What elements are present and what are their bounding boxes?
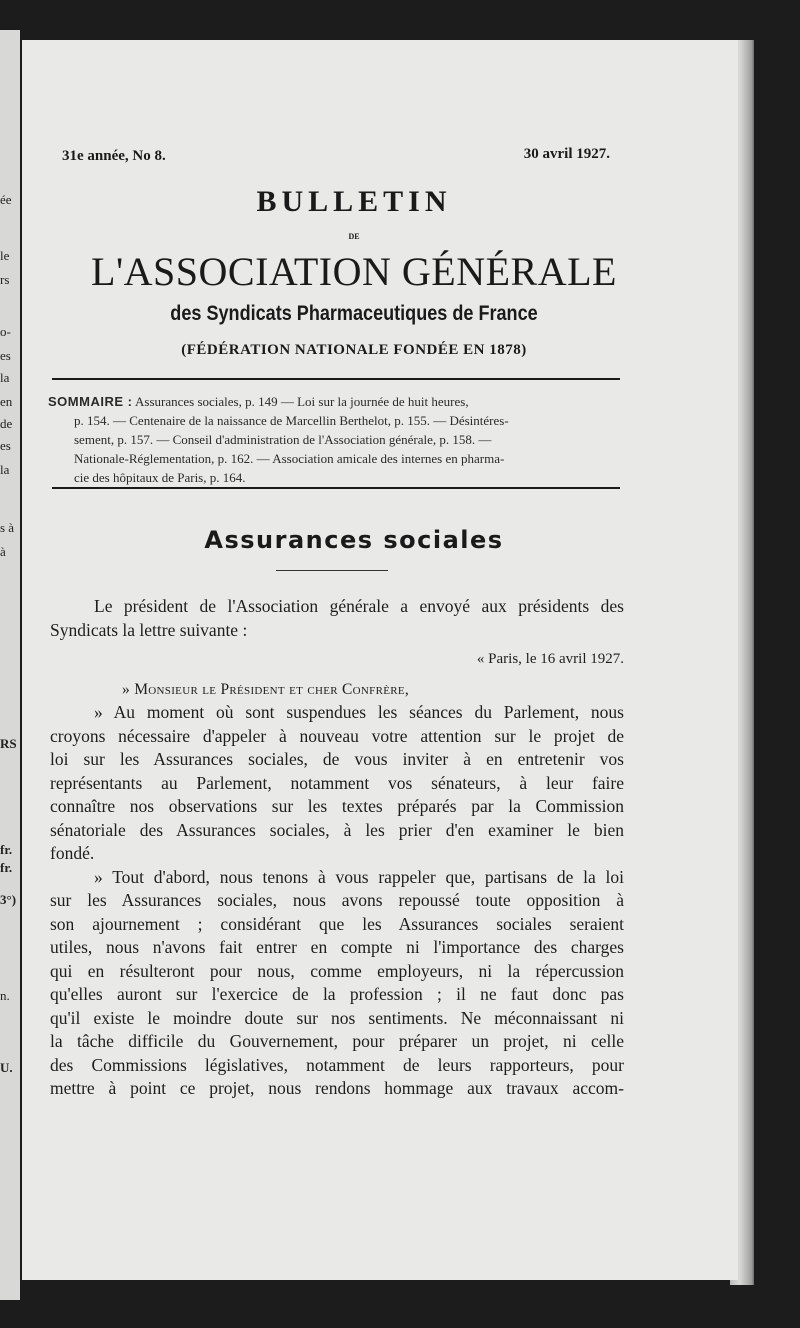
- document-page: [22, 40, 738, 1280]
- body-line: qui en résulteront pour nous, comme employeurs, ni la répercussion: [50, 960, 624, 981]
- body-line: fondé.: [50, 843, 95, 863]
- toc-line: [48, 392, 622, 411]
- article-title: Assurances sociales: [204, 526, 504, 554]
- toc-line: p. 154. — Centenaire de la naissance de Marcellin Berthelot, p. 155. — Désintéres-: [74, 413, 509, 428]
- divider: [52, 487, 620, 489]
- left-page-text: RS: [0, 736, 17, 751]
- divider: [52, 378, 620, 380]
- body-line: connaître nos observations sur les textes préparés par la Commission: [50, 796, 624, 816]
- body-line: la tâche difficile du Gouvernement, pour préparer un projet, ni celle: [50, 1031, 624, 1051]
- salutation: » Monsieur le Président et cher Confrère,: [122, 680, 410, 698]
- left-page-text: la: [0, 370, 10, 385]
- masthead-bulletin: BULLETIN: [256, 185, 452, 218]
- left-page-text: le: [0, 248, 10, 263]
- left-page-text: n.: [0, 988, 10, 1003]
- body-line: loi sur les Assurances sociales, de vous inviter à en entretenir vos: [50, 749, 624, 769]
- left-page-text: rs: [0, 272, 10, 287]
- left-page-text: es: [0, 348, 11, 363]
- body-line: mettre à point ce projet, nous rendons hommage aux travaux accom-: [50, 1078, 624, 1098]
- body-line: qu'il existe le moindre doute sur nos sentiments. Ne méconnaissant ni: [50, 1007, 624, 1028]
- toc-line: sement, p. 157. — Conseil d'administration de l'Association générale, p. 158. —: [74, 432, 492, 447]
- masthead-syndicats: des Syndicats Pharmaceutiques de France: [170, 302, 538, 325]
- left-page-text: à: [0, 544, 6, 559]
- body-line: son ajournement ; considérant que les Assurances sociales seraient: [50, 913, 624, 934]
- left-page-text: o-: [0, 324, 11, 339]
- dateline: « Paris, le 16 avril 1927.: [476, 651, 624, 667]
- left-page-text: s à: [0, 520, 15, 535]
- adjacent-page-fragment: [0, 30, 20, 1300]
- toc-text: Assurances sociales, p. 149 — Loi sur la journée de huit heures,: [135, 394, 469, 409]
- table-of-contents: [48, 392, 622, 487]
- body-line: Le président de l'Association générale a envoyé aux présidents des: [94, 596, 624, 616]
- toc-line: Nationale-Réglementation, p. 162. — Association amicale des internes en pharma-: [74, 451, 505, 466]
- left-page-text: es: [0, 438, 11, 453]
- body-line: Syndicats la lettre suivante :: [50, 619, 248, 640]
- issue-date: 30 avril 1927.: [523, 146, 610, 162]
- left-page-text: U.: [0, 1060, 13, 1075]
- issue-number: 31e année, No 8.: [62, 148, 166, 164]
- toc-line: cie des hôpitaux de Paris, p. 164.: [74, 470, 246, 485]
- body-line: qu'elles auront sur l'exercice de la profession ; il ne faut donc pas: [50, 984, 624, 1004]
- body-line: utiles, nous n'avons fait entrer en compte ni l'importance des charges: [50, 937, 624, 957]
- article-body: [50, 595, 624, 1101]
- body-line: sénatoriale des Assurances sociales, à les prier d'en examiner le bien: [50, 819, 624, 840]
- body-line: sur les Assurances sociales, nous avons repoussé toute opposition à: [50, 890, 624, 910]
- left-page-text: en: [0, 394, 13, 409]
- left-page-text: la: [0, 462, 10, 477]
- body-line: représentants au Parlement, notamment vos sénateurs, à leur faire: [50, 772, 624, 793]
- title-underline: [276, 570, 388, 571]
- toc-label: SOMMAIRE :: [48, 394, 133, 409]
- body-line: des Commissions législatives, notamment de leurs rapporteurs, pour: [50, 1054, 624, 1075]
- body-line: croyons nécessaire d'appeler à nouveau votre attention sur le projet de: [50, 725, 624, 746]
- left-page-text: de: [0, 416, 13, 431]
- left-page-text: ée: [0, 192, 12, 207]
- left-page-text: 3°): [0, 892, 17, 907]
- left-page-text: fr.: [0, 842, 13, 857]
- left-page-text: fr.: [0, 860, 13, 875]
- masthead-association: L'ASSOCIATION GÉNÉRALE: [91, 249, 617, 294]
- masthead-federation: (FÉDÉRATION NATIONALE FONDÉE EN 1878): [181, 342, 527, 358]
- body-line: » Au moment où sont suspendues les séances du Parlement, nous: [94, 702, 624, 722]
- masthead-de: DE: [348, 232, 360, 241]
- body-line: » Tout d'abord, nous tenons à vous rappeler que, partisans de la loi: [94, 866, 624, 887]
